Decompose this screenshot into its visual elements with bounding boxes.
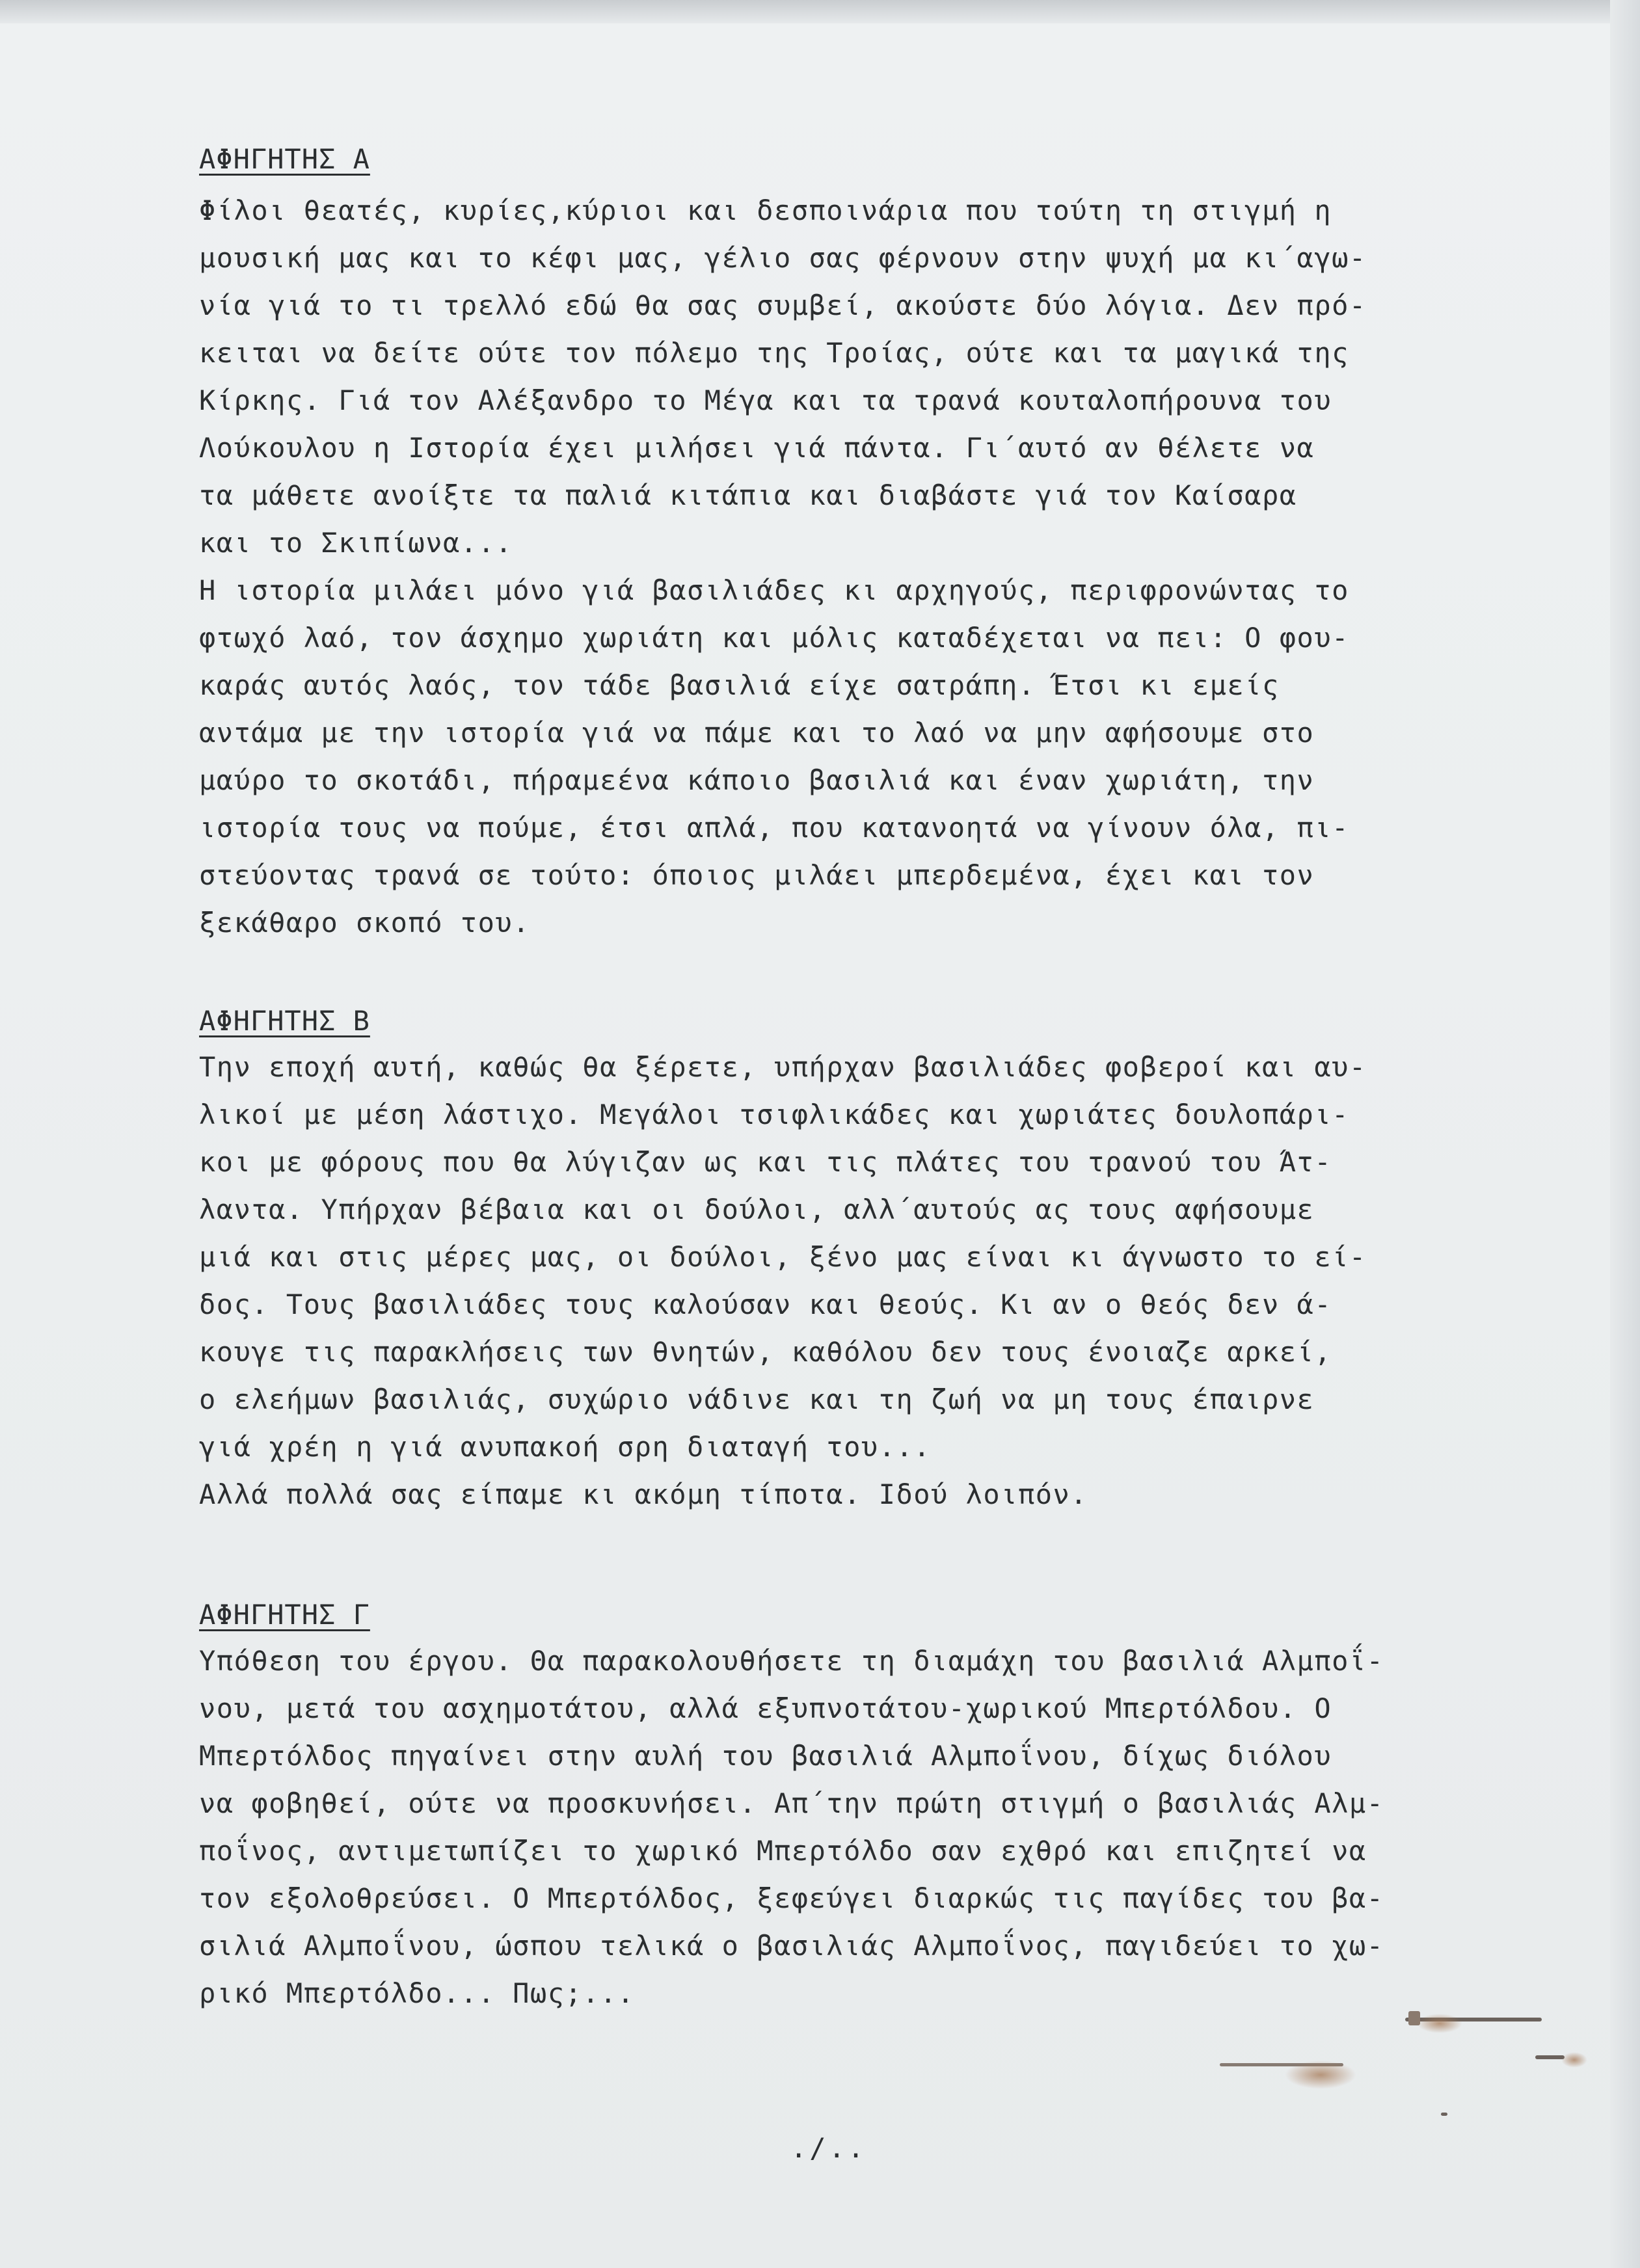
ink-mark [1441, 2113, 1447, 2116]
section-text [199, 1637, 1552, 2017]
text-line: τον εξολοθρεύσει. Ο Μπερτόλδος, ξεφεύγει διαρκώς τις παγίδες του βα- [199, 1882, 1384, 1914]
text-line: λαντα. Υπήρχαν βέβαια και οι δούλοι, αλλ΄αυτούς ας τους αφήσουμε [199, 1194, 1315, 1225]
text-line: ξεκάθαρο σκοπό του. [199, 907, 530, 939]
text-line: τα μάθετε ανοίξτε τα παλιά κιτάπια και διαβάστε γιά τον Καίσαρα [199, 479, 1297, 511]
text-line: ρικό Μπερτόλδο... Πως;... [199, 1977, 635, 2009]
text-line: κουγε τις παρακλήσεις των θνητών, καθόλου δεν τους ένοιαζε αρκεί, [199, 1336, 1332, 1368]
text-line: Υπόθεση του έργου. Θα παρακολουθήσετε τη διαμάχη του βασιλιά Αλμποΐ- [199, 1645, 1384, 1677]
text-line: μιά και στις μέρες μας, οι δούλοι, ξένο μας είναι κι άγνωστο το εί- [199, 1241, 1367, 1273]
text-line: Μπερτόλδος πηγαίνει στην αυλή του βασιλιά Αλμποΐνου, δίχως διόλου [199, 1740, 1332, 1772]
text-line: κοι με φόρους που θα λύγιζαν ως και τις πλάτες του τρανού του Άτ- [199, 1146, 1332, 1178]
text-line: ο ελεήμων βασιλιάς, συχώριο νάδινε και τη ζωή να μη τους έπαιρνε [199, 1383, 1315, 1415]
text-line: νου, μετά του ασχημοτάτου, αλλά εξυπνοτάτου-χωρικού Μπερτόλδου. Ο [199, 1692, 1332, 1724]
text-line: δος. Τους βασιλιάδες τους καλούσαν και θεούς. Κι αν ο θεός δεν ά- [199, 1288, 1332, 1320]
text-line: μουσική μας και το κέφι μας, γέλιο σας φέρνουν στην ψυχή μα κι΄αγω- [199, 242, 1367, 274]
text-line: αντάμα με την ιστορία γιά να πάμε και το λαό να μην αφήσουμε στο [199, 717, 1315, 749]
text-line: να φοβηθεί, ούτε να προσκυνήσει. Απ΄την πρώτη στιγμή ο βασιλιάς Αλμ- [199, 1787, 1384, 1819]
text-line: καράς αυτός λαός, τον τάδε βασιλιά είχε σατράπη. Έτσι κι εμείς [199, 669, 1280, 701]
section-narrator-c [199, 1599, 1552, 2017]
text-line: κειται να δείτε ούτε τον πόλεμο της Τροίας, ούτε και τα μαγικά της [199, 337, 1349, 369]
text-line: μαύρο το σκοτάδι, πήραμεένα κάποιο βασιλιά και έναν χωριάτη, την [199, 764, 1315, 796]
text-line: νία γιά το τι τρελλό εδώ θα σας συμβεί, ακούστε δύο λόγια. Δεν πρό- [199, 289, 1367, 321]
text-line: γιά χρέη η γιά ανυπακοή σρη διαταγή του... [199, 1431, 932, 1463]
paper-stain [1285, 2061, 1356, 2089]
paper-stain [1417, 2014, 1462, 2033]
text-line: Την εποχή αυτή, καθώς θα ξέρετε, υπήρχαν βασιλιάδες φοβεροί και αυ- [199, 1051, 1367, 1083]
text-line: Λούκουλου η Ιστορία έχει μιλήσει γιά πάντα. Γι΄αυτό αν θέλετε να [199, 432, 1315, 464]
text-line: Κίρκης. Γιά τον Αλέξανδρο το Μέγα και τα τρανά κουταλοπήρουνα του [199, 384, 1332, 416]
text-line: ποΐνος, αντιμετωπίζει το χωρικό Μπερτόλδο σαν εχθρό και επιζητεί να [199, 1835, 1367, 1867]
text-line: Φίλοι θεατές, κυρίες,κύριοι και δεσποινάρια που τούτη τη στιγμή η [199, 194, 1332, 226]
text-line: λικοί με μέση λάστιχο. Μεγάλοι τσιφλικάδες και χωριάτες δουλοπάρι- [199, 1099, 1349, 1130]
paper-right-edge [1610, 0, 1640, 2268]
text-line: στεύοντας τρανά σε τούτο: όποιος μιλάει μπερδεμένα, έχει και τον [199, 859, 1315, 891]
section-narrator-b [199, 1005, 1552, 1518]
section-heading: ΑΦΗΓΗΤΗΣ Α [199, 143, 370, 175]
ink-mark [1535, 2055, 1565, 2059]
text-line: Η ιστορία μιλάει μόνο γιά βασιλιάδες κι αρχηγούς, περιφρονώντας το [199, 574, 1349, 606]
section-text [199, 187, 1552, 946]
paper-top-edge [0, 0, 1640, 23]
text-line: φτωχό λαό, τον άσχημο χωριάτη και μόλις καταδέχεται να πει: Ο φου- [199, 622, 1349, 654]
paper-stain [1561, 2052, 1587, 2068]
text-line: ιστορία τους να πούμε, έτσι απλά, που κατανοητά να γίνουν όλα, πι- [199, 812, 1349, 844]
section-text [199, 1043, 1552, 1518]
text-line: σιλιά Αλμποΐνου, ώσπου τελικά ο βασιλιάς Αλμποΐνος, παγιδεύει το χω- [199, 1930, 1384, 1962]
section-heading: ΑΦΗΓΗΤΗΣ Β [199, 1005, 370, 1037]
text-line: και το Σκιπίωνα... [199, 527, 513, 559]
section-narrator-a [199, 143, 1552, 946]
text-line: Αλλά πολλά σας είπαμε κι ακόμη τίποτα. Ιδού λοιπόν. [199, 1478, 1088, 1510]
document-body [199, 143, 1552, 2009]
section-heading: ΑΦΗΓΗΤΗΣ Γ [199, 1599, 370, 1631]
page-number: ./.. [790, 2132, 867, 2164]
